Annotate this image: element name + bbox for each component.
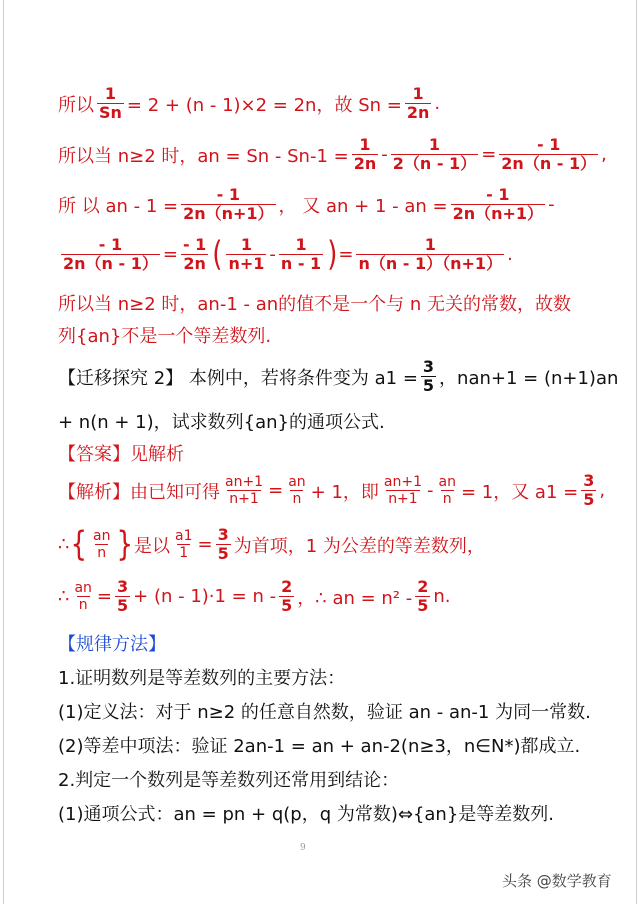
text-segment: + (n - 1)·1 = n -	[133, 586, 277, 607]
text-segment: ,	[599, 480, 606, 501]
page-right-edge	[636, 0, 637, 904]
fraction: $\frac{2}{5}$	[281, 577, 293, 615]
fraction: $\frac{1}{2n}$	[353, 135, 377, 173]
method-heading	[58, 630, 166, 656]
text-segment: .	[434, 93, 441, 114]
problem-line-2	[58, 408, 385, 434]
text-segment: 所以当 n≥2 时，an = Sn - Sn-1 =	[58, 145, 349, 167]
text-segment: (1)定义法：对于 n≥2 的任意自然数，验证 an - an-1 为同一常数.	[58, 702, 591, 723]
problem-line-1	[58, 358, 618, 395]
text-segment: 列{an}不是一个等差数列.	[58, 326, 272, 347]
fraction: $\frac{3}{5}$	[422, 357, 435, 395]
answer-line	[58, 440, 184, 466]
text-segment: -	[427, 480, 434, 501]
analysis-line-3	[58, 578, 451, 615]
fraction: $\frac{3}{5}$	[217, 525, 229, 563]
solution-line-3	[58, 186, 555, 223]
page-number: 9	[300, 843, 306, 853]
fraction: $\frac{an+1}{n+1}$	[225, 474, 264, 507]
text-segment: 所以当 n≥2 时，an-1 - an的值不是一个与 n 无关的常数，故数	[58, 294, 571, 315]
text-segment: 是以	[134, 535, 170, 557]
text-segment: ， 又 an + 1 - an =	[278, 195, 448, 217]
fraction: $\frac{an+1}{n+1}$	[383, 474, 422, 507]
solution-line-5	[58, 290, 571, 316]
text-segment: =	[162, 244, 178, 265]
close-parenthesis: )	[327, 235, 338, 274]
fraction: $\frac{an}{n}$	[438, 474, 456, 507]
text-segment: 【解析】由已知可得	[58, 481, 220, 503]
open-parenthesis: (	[212, 235, 223, 274]
fraction: $\frac{1}{Sn}$	[99, 84, 122, 122]
text-segment: (2)等差中项法：验证 2an-1 = an + an-2(n≥3，n∈N*)都成立.	[58, 736, 581, 757]
text-segment: 所 以 an - 1 =	[58, 195, 179, 217]
solution-line-2	[58, 136, 607, 173]
analysis-line-2	[58, 526, 485, 563]
watermark	[502, 870, 612, 891]
solution-line-4	[58, 236, 513, 273]
text-segment: 2.判定一个数列是等差数列还常用到结论：	[58, 770, 400, 791]
solution-line-6	[58, 322, 271, 348]
fraction: $\frac{1}{n(n - 1)(n+1)}$	[358, 235, 503, 273]
fraction: $\frac{2}{5}$	[417, 577, 429, 615]
fraction: $\frac{1}{n+1}$	[228, 235, 265, 273]
fraction: $\frac{an}{n}$	[74, 580, 92, 613]
text-segment: + n(n + 1)，试求数列{an}的通项公式.	[58, 412, 385, 433]
fraction: $\frac{- 1}{2n(n+1)}$	[452, 185, 544, 223]
fraction: $\frac{1}{2(n - 1)}$	[392, 135, 477, 173]
text-segment: -	[548, 194, 555, 215]
text-segment: ∴	[58, 534, 70, 555]
text-segment: =	[96, 586, 112, 607]
text-segment: 所以	[58, 94, 94, 116]
fraction: $\frac{3}{5}$	[583, 471, 595, 509]
text-segment: (1)通项公式：an = pn + q(p，q 为常数)⇔{an}是等差数列.	[58, 804, 555, 825]
fraction: $\frac{an}{n}$	[288, 474, 306, 507]
text-segment: 【规律方法】	[58, 634, 166, 655]
analysis-line-1	[58, 472, 605, 509]
method-line-3	[58, 732, 580, 758]
method-line-1	[58, 664, 345, 690]
method-line-4	[58, 766, 399, 792]
fraction: $\frac{3}{5}$	[117, 577, 129, 615]
solution-line-1	[58, 85, 440, 122]
text-segment: =	[268, 480, 284, 501]
text-segment: -	[269, 244, 276, 265]
text-segment: 【答案】见解析	[58, 444, 184, 465]
fraction: $\frac{- 1}{2n(n+1)}$	[183, 185, 274, 223]
text-segment: = 2 + (n - 1)×2 = 2n，故 Sn =	[126, 94, 402, 116]
text-segment: 【迁移探究 2】 本例中，若将条件变为 a1 =	[58, 367, 418, 389]
open-brace: {	[70, 525, 87, 564]
text-segment: .	[507, 244, 513, 265]
text-segment: -	[381, 144, 388, 165]
text-segment: + 1，即	[310, 481, 379, 503]
text-segment: ，∴ an = n² -	[297, 587, 413, 609]
method-line-5	[58, 800, 554, 826]
fraction: $\frac{1}{2n}$	[406, 84, 430, 122]
text-segment: 为首项，1 为公差的等差数列，	[233, 535, 485, 557]
text-segment: n.	[433, 586, 451, 607]
fraction: $\frac{1}{n - 1}$	[280, 235, 322, 273]
text-segment: = 1，又 a1 =	[460, 481, 579, 503]
close-brace: }	[116, 525, 133, 564]
fraction: $\frac{- 1}{2n}$	[182, 235, 207, 273]
text-segment: ∴	[58, 586, 70, 607]
fraction: $\frac{a1}{1}$	[175, 528, 193, 561]
method-line-2	[58, 698, 591, 724]
text-segment: ，nan+1 = (n+1)an	[439, 367, 619, 389]
fraction: $\frac{- 1}{2n(n - 1)}$	[63, 235, 158, 273]
text-segment: =	[481, 144, 497, 165]
fraction: $\frac{an}{n}$	[93, 528, 111, 561]
text-segment: ,	[601, 144, 607, 165]
text-segment: =	[197, 534, 213, 555]
page-left-edge	[3, 0, 4, 904]
text-segment: =	[338, 244, 354, 265]
fraction: $\frac{- 1}{2n(n - 1)}$	[501, 135, 597, 173]
text-segment: 1.证明数列是等差数列的主要方法：	[58, 668, 346, 689]
watermark-text: 头条 @数学教育	[502, 872, 612, 890]
